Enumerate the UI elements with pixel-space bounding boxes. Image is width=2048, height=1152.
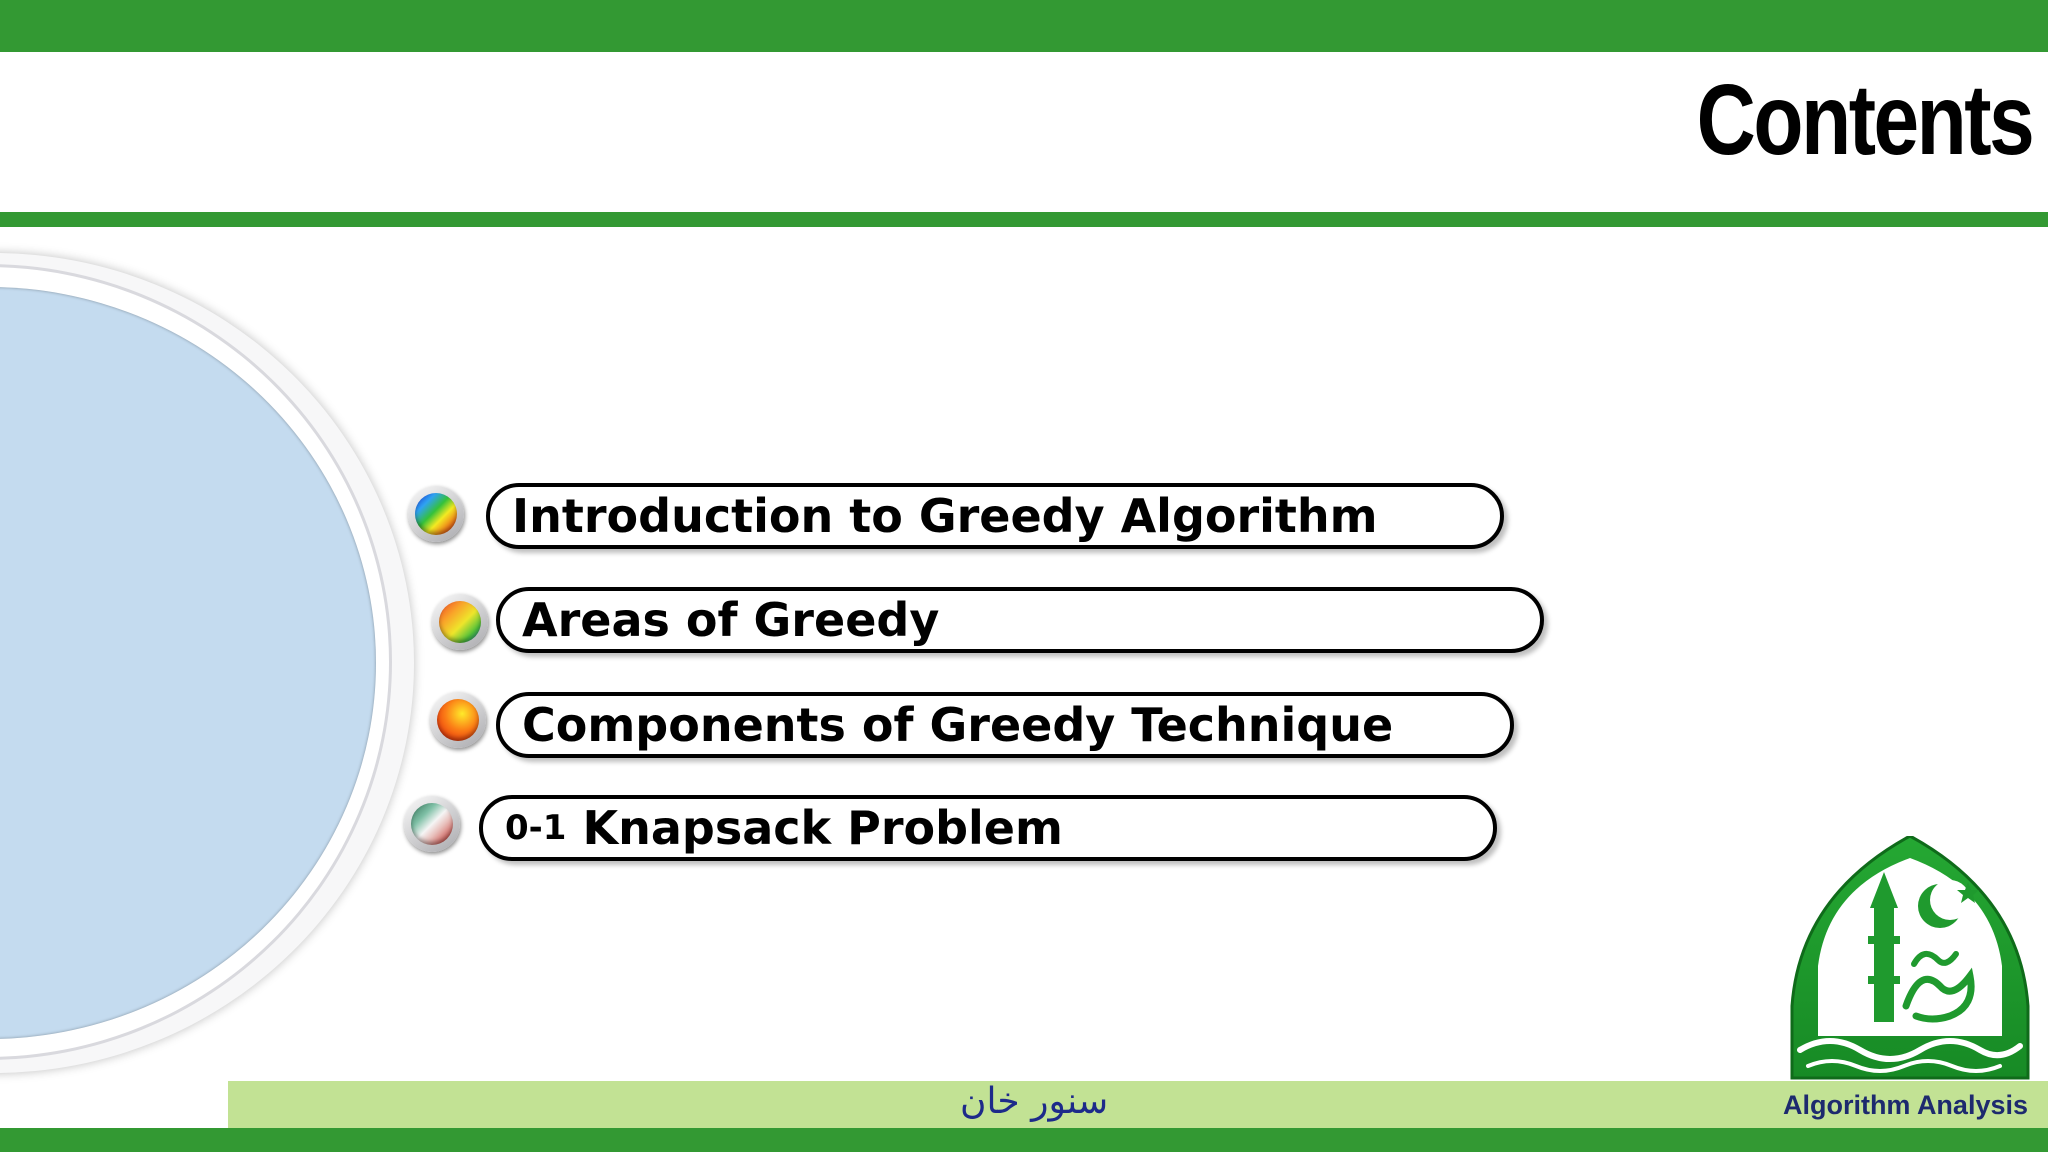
- agenda-item-label: [566, 801, 1063, 855]
- multicolor-orb-bullet-icon: [432, 594, 488, 650]
- header-divider: [0, 212, 2048, 227]
- footer-author-name: سنور خان: [960, 1081, 1109, 1122]
- footer-course-title: Algorithm Analysis: [1782, 1090, 2028, 1120]
- agenda-item-areas: [496, 587, 1544, 653]
- decorative-disk: [0, 287, 376, 1039]
- agenda-item-label: Components of Greedy Technique: [522, 698, 1394, 752]
- agenda-item-label-prefix: 0-1: [505, 808, 567, 848]
- top-green-bar: [0, 0, 2048, 52]
- rainbow-orb-bullet-icon: [408, 486, 464, 542]
- bottom-green-bar: [0, 1128, 2048, 1152]
- red-orange-orb-bullet-icon: [430, 692, 486, 748]
- agenda-item-label: Introduction to Greedy Algorithm: [512, 489, 1378, 543]
- footer-band: [228, 1081, 2048, 1128]
- university-emblem-icon: [1782, 836, 2038, 1080]
- agenda-item-label-text: Knapsack Problem: [582, 801, 1063, 855]
- green-red-orb-bullet-icon: [404, 796, 460, 852]
- agenda-item-label: Areas of Greedy: [522, 593, 940, 647]
- page-title: Contents: [1696, 64, 2032, 176]
- agenda-item-knapsack: [479, 795, 1497, 861]
- agenda-item-introduction: [486, 483, 1504, 549]
- agenda-item-components: [496, 692, 1514, 758]
